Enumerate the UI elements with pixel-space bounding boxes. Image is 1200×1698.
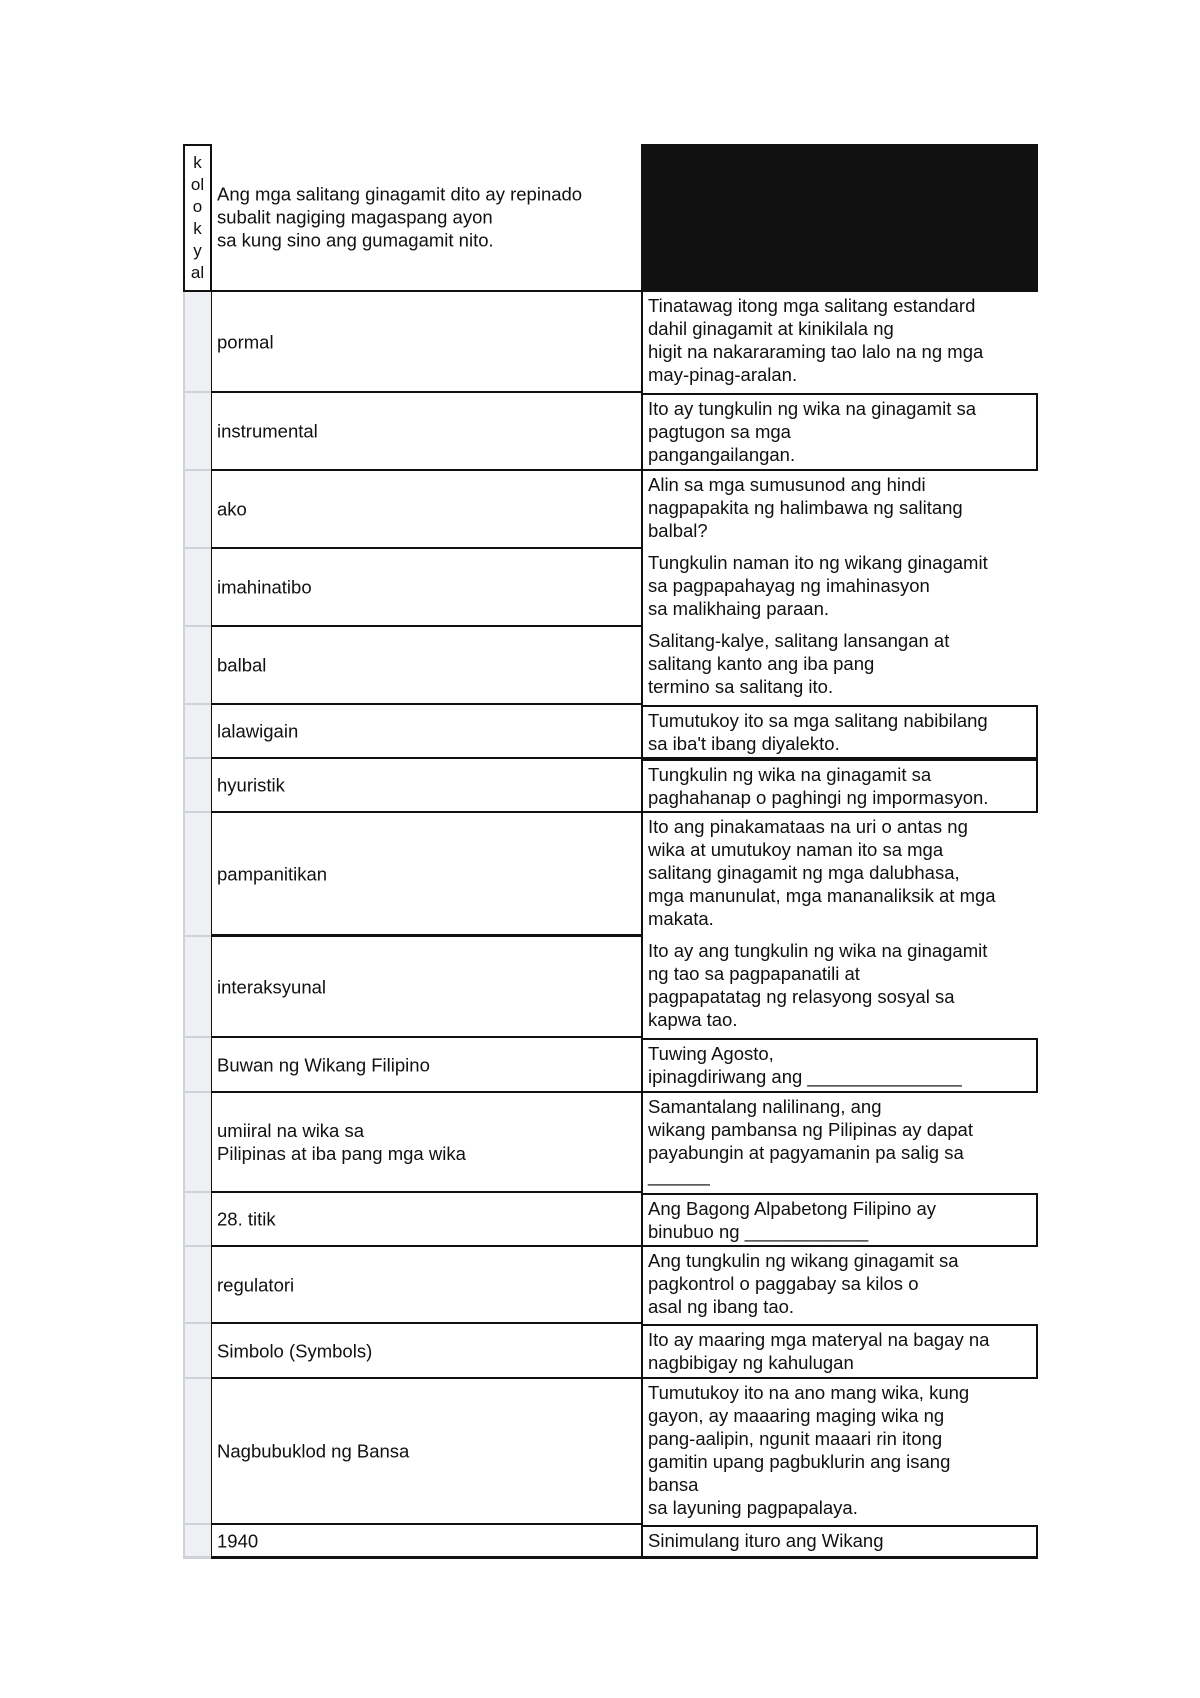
definition-text: Ito ay tungkulin ng wika na ginagamit sa pagtugon sa mga pangangailangan. bbox=[648, 398, 977, 465]
definition-text: Samantalang nalilinang, ang wikang pambansa ng Pilipinas ay dapat payabungin at pagyamanin pa salig sa ______ bbox=[648, 1096, 973, 1186]
term-text: Nagbubuklod ng Bansa bbox=[217, 1440, 410, 1462]
definition-text: Tumutukoy ito sa mga salitang nabibilang sa iba't ibang diyalekto. bbox=[648, 710, 988, 754]
definition-cell bbox=[641, 1247, 1038, 1324]
term-cell bbox=[211, 1193, 641, 1247]
table-row bbox=[183, 292, 1038, 393]
definition-cell bbox=[641, 471, 1038, 549]
definition-text: Tungkulin naman ito ng wikang ginagamit sa pagpapahayag ng imahinasyon sa malikhaing paraan. bbox=[648, 552, 988, 619]
table-row bbox=[183, 1247, 1038, 1324]
table-row bbox=[183, 627, 1038, 705]
table-row bbox=[183, 813, 1038, 937]
vertical-label: k ol o k y al bbox=[190, 153, 205, 282]
term-text: 28. titik bbox=[217, 1208, 276, 1230]
term-cell bbox=[211, 705, 641, 759]
term-text: Buwan ng Wikang Filipino bbox=[217, 1054, 430, 1075]
vocabulary-table bbox=[183, 144, 1038, 1559]
term-text: instrumental bbox=[217, 420, 318, 442]
term-cell bbox=[211, 144, 641, 292]
term-cell bbox=[211, 627, 641, 705]
term-text: hyuristik bbox=[217, 774, 285, 796]
definition-text: Tungkulin ng wika na ginagamit sa paghahanap o paghingi ng impormasyon. bbox=[648, 764, 989, 808]
definition-text: Ito ay ang tungkulin ng wika na ginagamit ng tao sa pagpapanatili at pagpapatatag ng relasyong sosyal sa kapwa tao. bbox=[648, 940, 988, 1030]
term-text: imahinatibo bbox=[217, 576, 312, 598]
table-row bbox=[183, 937, 1038, 1038]
redacted-block bbox=[641, 144, 1038, 292]
table-row bbox=[183, 759, 1038, 813]
table-row bbox=[183, 1525, 1038, 1559]
definition-cell bbox=[641, 759, 1038, 813]
definition-cell bbox=[641, 627, 1038, 705]
definition-cell bbox=[641, 292, 1038, 393]
definition-text: Alin sa mga sumusunod ang hindi nagpapakita ng halimbawa ng salitang balbal? bbox=[648, 474, 963, 541]
term-cell bbox=[211, 759, 641, 813]
term-text: lalawigain bbox=[217, 720, 299, 742]
term-cell bbox=[211, 813, 641, 937]
term-cell bbox=[211, 1038, 641, 1093]
term-cell bbox=[211, 1379, 641, 1525]
definition-text: Ito ay maaring mga materyal na bagay na nagbibigay ng kahulugan bbox=[648, 1329, 990, 1373]
definition-cell bbox=[641, 1324, 1038, 1379]
term-text: 1940 bbox=[217, 1530, 259, 1551]
term-cell bbox=[211, 471, 641, 549]
term-cell bbox=[211, 393, 641, 471]
definition-text: Tuwing Agosto, ipinagdiriwang ang _______________ bbox=[648, 1043, 962, 1087]
definition-text: Sinimulang ituro ang Wikang bbox=[648, 1530, 884, 1551]
definition-text: Tinatawag itong mga salitang estandard dahil ginagamit at kinikilala ng higit na nakararaming tao lalo na ng mga may-pinag-aralan. bbox=[648, 295, 984, 385]
term-cell bbox=[211, 292, 641, 393]
term-cell bbox=[211, 549, 641, 627]
term-cell bbox=[211, 937, 641, 1038]
definition-text: Ito ang pinakamataas na uri o antas ng wika at umutukoy naman ito sa mga salitang ginagamit ng mga dalubhasa, mga manunulat, mga mananaliksik at mga makata. bbox=[648, 816, 996, 929]
definition-text: Ang tungkulin ng wikang ginagamit sa pagkontrol o paggabay sa kilos o asal ng ibang tao. bbox=[648, 1250, 959, 1317]
term-text: balbal bbox=[217, 654, 267, 676]
term-text: interaksyunal bbox=[217, 976, 327, 997]
definition-cell bbox=[641, 549, 1038, 627]
term-text: pormal bbox=[217, 331, 274, 352]
definition-text: Salitang-kalye, salitang lansangan at salitang kanto ang iba pang termino sa salitang ito. bbox=[648, 630, 950, 697]
term-text: ako bbox=[217, 498, 247, 520]
term-text: pampanitikan bbox=[217, 863, 328, 884]
table-row bbox=[183, 1038, 1038, 1093]
term-text: Simbolo (Symbols) bbox=[217, 1340, 373, 1361]
vertical-label-cell bbox=[183, 144, 211, 292]
table-row bbox=[183, 393, 1038, 471]
term-text: regulatori bbox=[217, 1274, 295, 1295]
definition-cell bbox=[641, 393, 1038, 471]
term-cell bbox=[211, 1525, 641, 1559]
table-row-kolokyal bbox=[183, 144, 1038, 292]
definition-text: Ang Bagong Alpabetong Filipino ay binubuo ng ____________ bbox=[648, 1198, 936, 1242]
table-row bbox=[183, 549, 1038, 627]
definition-cell bbox=[641, 705, 1038, 759]
table-row bbox=[183, 705, 1038, 759]
term-cell bbox=[211, 1324, 641, 1379]
table-row bbox=[183, 1193, 1038, 1247]
definition-cell bbox=[641, 1379, 1038, 1525]
definition-cell bbox=[641, 937, 1038, 1038]
table-row bbox=[183, 1324, 1038, 1379]
term-text: Ang mga salitang ginagamit dito ay repinado subalit nagiging magaspang ayon sa kung sino ang gumagamit nito. bbox=[217, 183, 583, 251]
definition-cell bbox=[641, 1038, 1038, 1093]
term-cell bbox=[211, 1247, 641, 1324]
term-cell bbox=[211, 1093, 641, 1193]
definition-text: Tumutukoy ito na ano mang wika, kung gayon, ay maaaring maging wika ng pang-aalipin, ngunit maaari rin itong gamitin upang pagbuklurin ang isang bansa sa layuning pagpapalaya. bbox=[648, 1382, 970, 1518]
definition-cell bbox=[641, 1193, 1038, 1247]
table-row bbox=[183, 1379, 1038, 1525]
definition-cell bbox=[641, 813, 1038, 937]
term-text: umiiral na wika sa Pilipinas at iba pang mga wika bbox=[217, 1120, 466, 1164]
table-row bbox=[183, 1093, 1038, 1193]
definition-cell bbox=[641, 1525, 1038, 1559]
definition-cell bbox=[641, 1093, 1038, 1193]
table-row bbox=[183, 471, 1038, 549]
